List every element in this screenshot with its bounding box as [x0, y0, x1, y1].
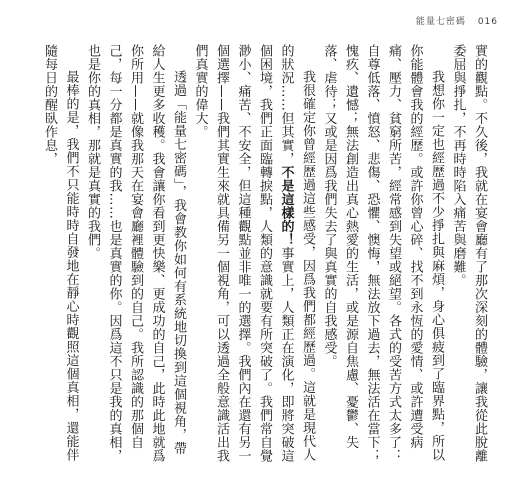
paragraph: [82, 44, 190, 464]
paragraph: [318, 44, 447, 464]
emphasis-text: 不是這樣的！: [278, 165, 294, 247]
page-header: [416, 14, 498, 27]
paragraph-text: 我想你一定也經歷過不少掙扎與麻煩，身心俱疲到了臨界點，所以你能體會我的經歷。或許你曾心碎、找不到永恆的愛情、或許遭受病痛、壓力、貧窮所苦，經常感到失望或絕望。各式的受苦方式太多了：自尊低落、憤怒、悲傷、恐懼、懊悔，無法放下過去，無法活在當下；愧疚、遺憾；無法創造出真心熱愛的生活，或是源自焦慮、憂鬱、失落、虐待；又或是因爲我們失去了與真實的自我感受。: [321, 44, 444, 463]
paragraph-text: 實的觀點。不久後，我就在宴會廳有了那次深刻的體驗，讓我從此脫離委屈與掙扎，不再時時陷入痛苦與磨難。: [450, 44, 487, 463]
paragraph: [39, 44, 82, 464]
page-number: 016: [477, 17, 498, 27]
paragraph: [189, 44, 318, 464]
body-text: [28, 44, 490, 464]
paragraph-text: 事實上，人類正在演化，即將突破這個困境，我們正面臨轉捩點，人類的意識就要有所突破了。我們常自覺渺小、痛苦、不安全，但這種觀點並非唯一的選擇。我們內在還有另一個選擇——我們其實生來就具備另一個視角，可以透過全般意識活出我們真實的偉大。: [192, 44, 294, 463]
paragraph-text: 我很確定你曾經歷過這些感受，因爲我們都經歷過。這就是現代人的狀況……但其實，: [278, 44, 315, 462]
book-title: 能量七密碼: [415, 17, 466, 27]
paragraph-text: 最棒的是，我們不只能時時自發地在靜心時觀照這個真相，還能伴隨每日的醒臥作息，: [42, 44, 79, 462]
paragraph: [447, 44, 490, 464]
paragraph-text: 透過「能量七密碼」，我會教你如何有系統地切換到這個視角，帶給人生更多收穫。我會讓你看到更快樂、更成功的自己，此時此地就爲你所用——就像我那天在宴會廳裡體驗到的自己。我所認識的那個自己，每一分都是真實的我……也是真實的你。因爲這不只是我的真相，也是你的真相，那就是真實的我們。: [85, 44, 186, 463]
